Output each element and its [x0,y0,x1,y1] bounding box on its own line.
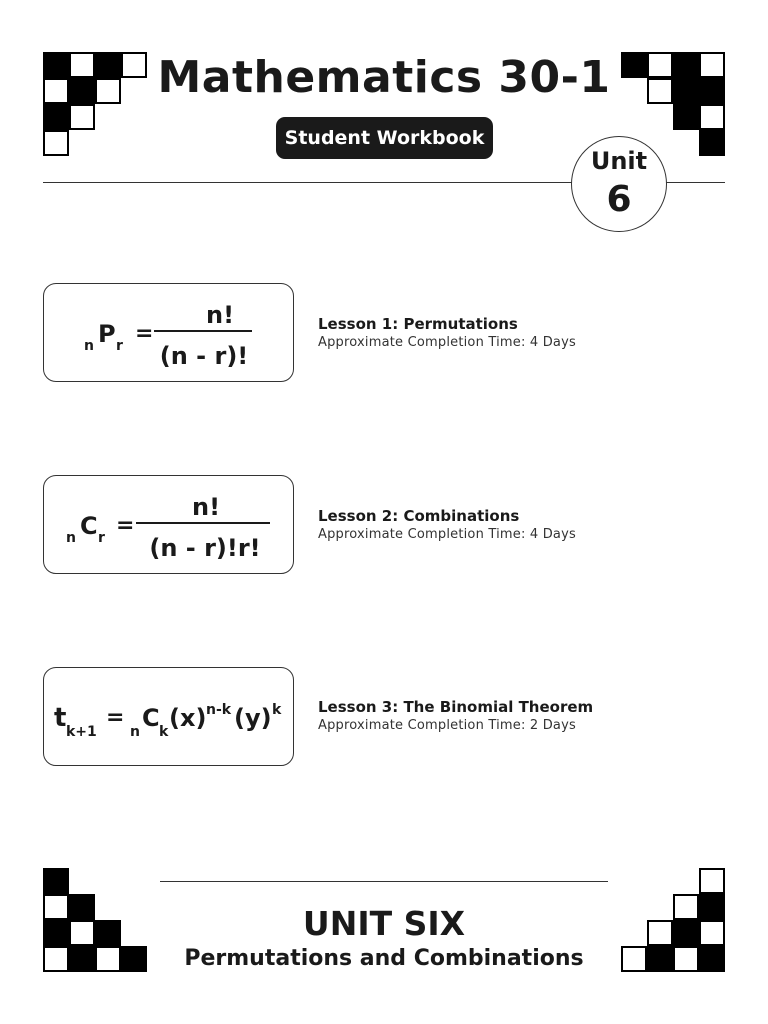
page-title: Mathematics 30-1 [157,52,611,103]
formula-c: C [142,704,160,732]
formula-c-subscript: k [159,724,169,740]
combination-formula [44,476,295,575]
footer-unit-subtitle: Permutations and Combinations [184,946,584,971]
lesson-1-title: Lesson 1: Permutations [318,315,518,333]
formula-main-symbol: C [80,512,98,540]
formula-t: t [54,703,67,733]
formula-subscript: r [98,530,105,546]
formula-box-combinations [43,475,294,574]
formula-pre-subscript: n [130,724,140,740]
formula-y-term: (y) [234,704,272,732]
binomial-formula [44,668,295,767]
formula-x-exponent: n-k [206,702,232,718]
unit-badge [571,136,667,232]
formula-subscript: r [116,338,123,354]
formula-box-permutations [43,283,294,382]
lesson-3-title: Lesson 3: The Binomial Theorem [318,698,594,716]
formula-y-exponent: k [272,702,282,718]
formula-denominator: (n - r)! [159,342,249,370]
formula-t-subscript: k+1 [66,724,97,740]
permutation-formula [44,284,295,383]
unit-label: Unit [590,147,648,175]
formula-denominator: (n - r)!r! [149,534,261,562]
formula-main-symbol: P [98,320,116,348]
subtitle-badge: Student Workbook [276,117,493,159]
lesson-1-time: Approximate Completion Time: 4 Days [318,335,576,350]
lesson-3-time: Approximate Completion Time: 2 Days [318,718,576,733]
unit-number: 6 [606,179,632,220]
footer-divider [160,881,608,882]
formula-equals: = [135,321,154,346]
formula-box-binomial [43,667,294,766]
formula-equals: = [106,705,125,730]
formula-numerator: n! [205,301,235,329]
formula-pre-subscript: n [84,338,94,354]
formula-pre-subscript: n [66,530,76,546]
lesson-2-title: Lesson 2: Combinations [318,507,520,525]
formula-x-term: (x) [169,704,207,732]
formula-numerator: n! [191,493,221,521]
footer-unit-title: UNIT SIX [302,904,466,943]
formula-equals: = [116,513,135,538]
lesson-2-time: Approximate Completion Time: 4 Days [318,527,576,542]
